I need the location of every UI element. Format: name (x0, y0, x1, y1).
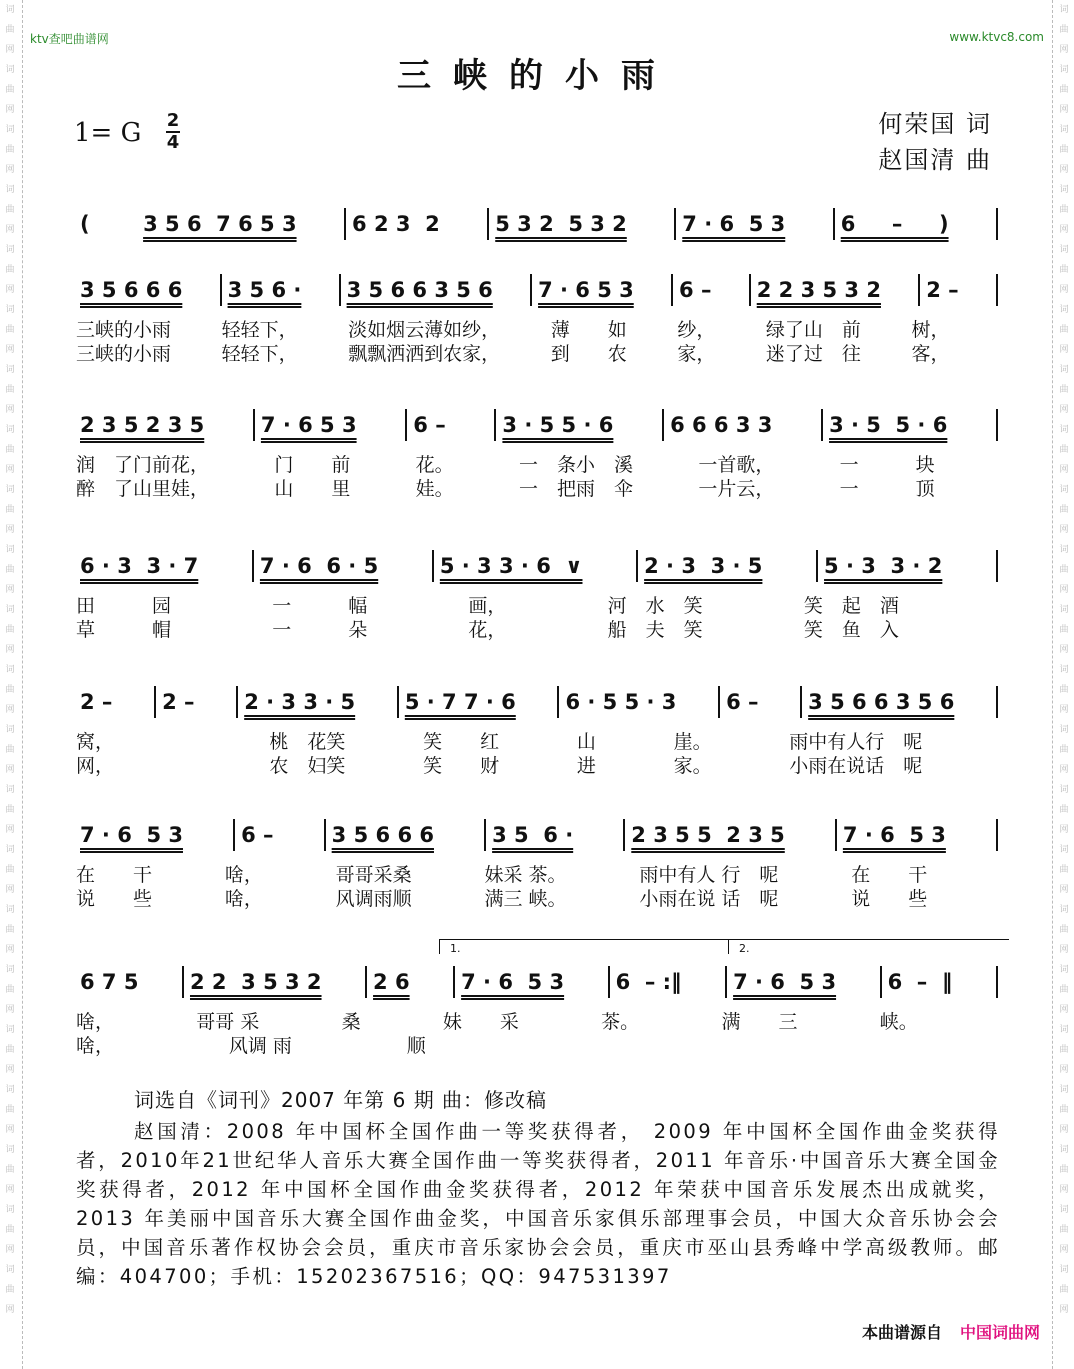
score-row (74, 685, 998, 775)
measure: 6 – ) (840, 212, 949, 236)
score-row (74, 942, 998, 1057)
lyric: 飘飘洒洒到农家， (348, 343, 501, 365)
measure: 2 – (926, 278, 959, 302)
measure: 6 · 3 3 · 7 (80, 554, 199, 578)
measure: ( (80, 212, 90, 236)
lyrics-verse-2 (74, 339, 998, 363)
measure: 7 · 6 5 3 (260, 413, 357, 437)
lyric: 在 干 (76, 864, 153, 886)
measure: 2 2 3 5 3 2 (189, 970, 322, 994)
lyric: 风调 雨 (228, 1035, 292, 1057)
lyric: 说 些 (76, 888, 153, 910)
lyric: 润 了门前花， (76, 454, 210, 476)
lyrics-verse-1 (74, 315, 998, 339)
notes-line (74, 207, 998, 241)
lyrics-verse-2 (74, 884, 998, 908)
lyrics-verse-2 (74, 751, 998, 775)
volta-ending-2: 2. (728, 939, 1009, 954)
score-row (74, 207, 998, 241)
lyric: 一 条小 溪 (518, 454, 633, 476)
key-signature: 1= G (74, 118, 142, 148)
lyric: 一 幅 (272, 595, 368, 617)
lyric: 田 园 (76, 595, 172, 617)
measure: 7 · 6 5 3 (682, 212, 786, 236)
lyric: 花， (468, 619, 507, 641)
measure: 2 3 5 2 3 5 (80, 413, 205, 437)
lyrics-verse-2 (74, 1031, 998, 1055)
lyric: 小雨在说话 呢 (789, 755, 923, 777)
lyric: 满 三 (721, 1011, 798, 1033)
lyric: 一 块 (839, 454, 935, 476)
lyric (883, 1031, 998, 1055)
measure: 5 · 3 3 · 6 ∨ (439, 554, 583, 578)
score-row (74, 273, 998, 363)
site-left-link[interactable]: ktv查吧曲谱网 (30, 32, 109, 46)
measure: 6 6 6 3 3 (670, 413, 773, 437)
composer-bio: 赵国清：2008 年中国杯全国作曲一等奖获得者， 2009 年中国杯全国作曲金奖获得者，2010年21世纪华人音乐大赛全国作曲一等奖获得者，2011 年音乐·中国音乐大赛全国金奖获得者，2012 年中国杯全国作曲金奖获得者，2012 年荣获中国音乐发展杰出成就奖，2013 年美丽中国音乐大赛全国作曲金奖，中国音乐家俱乐部理事会员，中国大众音乐协会会员，中国音乐著作权协会会员，重庆市音乐家协会会员，重庆市巫山县秀峰中学高级教师。邮编：404700；手机：15202367516；QQ：947531397 (76, 1120, 1000, 1288)
lyric: 说 些 (851, 888, 928, 910)
lyric: 三峡的小雨 (76, 319, 172, 341)
lyric: 绿了山 前 (765, 319, 861, 341)
bar-line (996, 409, 998, 441)
measure: 6 – (413, 413, 446, 437)
lyric: 一首歌， (698, 454, 775, 476)
lyricist: 何荣国 词 (878, 110, 992, 138)
bar-line (996, 274, 998, 306)
lyric: 满三 峡。 (484, 888, 567, 910)
measure: 3 5 6 6 3 5 6 (808, 690, 955, 714)
measure: 2 · 3 3 · 5 (244, 690, 356, 714)
bar-line (996, 966, 998, 998)
lyric: 客， (911, 343, 950, 365)
lyric: 笑 红 (423, 731, 500, 753)
measure: 5 · 7 7 · 6 (404, 690, 516, 714)
lyric: 笑 财 (423, 755, 500, 777)
lyric: 一 顶 (839, 478, 935, 500)
lyric: 轻轻下， (221, 343, 298, 365)
source-brand-link[interactable]: 中国词曲网 (959, 1323, 1040, 1342)
lyric: 纱， (677, 319, 716, 341)
measure: 3 5 6 · (227, 278, 302, 302)
measure: 6 – :‖ (615, 970, 682, 994)
measure: 3 5 6 6 3 5 6 (346, 278, 493, 302)
measure: 6 – (679, 278, 712, 302)
source-credit (862, 1320, 1040, 1343)
bar-line (996, 208, 998, 240)
lyric: 妹 采 (442, 1011, 519, 1033)
lyrics-verse-1 (74, 860, 998, 884)
lyric: 笑 起 酒 (803, 595, 899, 617)
notes-line (74, 965, 998, 999)
notes-line (74, 685, 998, 719)
lyric: 啥， (224, 888, 263, 910)
lyric: 娃。 (415, 478, 454, 500)
lyric: 桃 花笑 (269, 731, 346, 753)
measure: 3 · 5 5 · 6 (829, 413, 948, 437)
lyric: 一 把雨 伞 (518, 478, 633, 500)
measure: 2 – (162, 690, 195, 714)
notes-line (74, 818, 998, 852)
lyric: 花。 (415, 454, 454, 476)
lyric: 妹采 茶。 (484, 864, 567, 886)
song-title: 三峡的小雨 (397, 56, 677, 96)
lyrics-verse-2 (74, 615, 998, 639)
lyric: 轻轻下， (221, 319, 298, 341)
time-bottom: 4 (166, 132, 180, 153)
measure: 3 5 6 7 6 5 3 (143, 212, 297, 236)
measure: 6 7 5 (80, 970, 139, 994)
lyrics-verse-2 (74, 474, 998, 498)
lyric: 到 农 (550, 343, 627, 365)
lyric: 笑 鱼 入 (803, 619, 899, 641)
measure: 2 6 (373, 970, 410, 994)
measure: 6 2 3 2 (352, 212, 440, 236)
lyrics-verse-1 (74, 727, 998, 751)
lyric: 雨中有人行 呢 (789, 731, 923, 753)
lyric: 迷了过 往 (765, 343, 861, 365)
source-label: 本曲谱源自 (861, 1323, 942, 1342)
lyric: 网， (76, 755, 115, 777)
lyrics-verse-1 (74, 450, 998, 474)
lyric (190, 751, 268, 775)
watermark-right: 词曲网词曲网词曲网词曲网词曲网词曲网词曲网词曲网词曲网词曲网词曲网词曲网词曲网词曲网词曲网词曲网词曲网词曲网词曲网词曲网词曲网词曲网 (1059, 5, 1069, 1315)
lyric: 啥， (76, 1035, 115, 1057)
score-row (74, 408, 998, 498)
lyric: 山 里 (274, 478, 351, 500)
lyric: 船 夫 笑 (607, 619, 703, 641)
lyric (768, 1031, 883, 1055)
measure: 7 · 6 5 3 (538, 278, 634, 302)
lyric: 在 干 (851, 864, 928, 886)
time-top: 2 (166, 110, 180, 131)
lyric: 薄 如 (550, 319, 627, 341)
lyric: 门 前 (274, 454, 351, 476)
right-border (1052, 0, 1053, 1369)
site-right-link[interactable]: www.ktvc8.com (949, 30, 1044, 44)
measure: 3 · 5 5 · 6 (502, 413, 614, 437)
measure: 2 · 3 3 · 5 (644, 554, 763, 578)
measure: 7 · 6 6 · 5 (259, 554, 379, 578)
lyric: 一 朵 (272, 619, 368, 641)
lyric: 哥哥 采 (196, 1011, 260, 1033)
notes-line (74, 549, 998, 583)
measure: 7 · 6 5 3 (461, 970, 565, 994)
notes-line (74, 408, 998, 442)
measure: 7 · 6 5 3 (842, 823, 946, 847)
lyric (190, 727, 268, 751)
score-row (74, 549, 998, 639)
lyric: 三峡的小雨 (76, 343, 172, 365)
measure: 6 – (726, 690, 759, 714)
lyric: 顺 (406, 1035, 426, 1057)
lyric: 窝， (76, 731, 115, 753)
lyric: 一片云， (698, 478, 775, 500)
lyric: 画， (468, 595, 507, 617)
lyric: 树， (911, 319, 950, 341)
lyric: 啥， (224, 864, 263, 886)
measure: 3 5 6 · (492, 823, 574, 847)
lyric: 草 帽 (76, 619, 172, 641)
measure: 6 – ‖ (887, 970, 953, 994)
lyric (653, 1031, 768, 1055)
lyric: 茶。 (601, 1011, 640, 1033)
measure: 6 – (241, 823, 274, 847)
measure: 6 · 5 5 · 3 (565, 690, 677, 714)
composer: 赵国清 曲 (878, 146, 992, 174)
left-border (22, 0, 23, 1369)
measure: 2 2 3 5 3 2 (756, 278, 881, 302)
measure: 7 · 6 5 3 (733, 970, 837, 994)
lyric: 进 (576, 755, 596, 777)
measure: 5 · 3 3 · 2 (824, 554, 943, 578)
lyric: 家， (677, 343, 716, 365)
lyric: 醉 了山里娃， (76, 478, 210, 500)
volta-ending-1: 1. (439, 939, 730, 954)
measure: 3 5 6 6 6 (80, 278, 183, 302)
lyric: 峡。 (879, 1011, 918, 1033)
bar-line (996, 819, 998, 851)
watermark-left: 词曲网词曲网词曲网词曲网词曲网词曲网词曲网词曲网词曲网词曲网词曲网词曲网词曲网词曲网词曲网词曲网词曲网词曲网词曲网词曲网词曲网词曲网 (5, 5, 15, 1315)
lyric: 淡如烟云薄如纱， (348, 319, 501, 341)
time-signature (166, 112, 180, 152)
lyric: 家。 (673, 755, 712, 777)
lyric: 河 水 笑 (607, 595, 703, 617)
lyric: 崖。 (673, 731, 712, 753)
score-row (74, 818, 998, 908)
bar-line (996, 550, 998, 582)
notes-line (74, 273, 998, 307)
lyric: 风调雨顺 (335, 888, 412, 910)
measure: 7 · 6 5 3 (80, 823, 183, 847)
measure: 3 5 6 6 6 (331, 823, 434, 847)
bar-line (996, 686, 998, 718)
lyric: 哥哥采桑 (335, 864, 412, 886)
source-note: 词选自《词刊》2007 年第 6 期 曲：修改稿 (134, 1088, 548, 1112)
lyric: 雨中有人 行 呢 (639, 864, 779, 886)
lyric: 桑 (341, 1011, 361, 1033)
measure: 2 3 5 5 2 3 5 (631, 823, 785, 847)
lyric: 山 (576, 731, 596, 753)
lyric (539, 1031, 654, 1055)
measure: 2 – (80, 690, 113, 714)
lyrics-verse-1 (74, 1007, 998, 1031)
lyric: 啥， (76, 1011, 115, 1033)
lyric: 农 妇笑 (269, 755, 346, 777)
lyrics-verse-1 (74, 591, 998, 615)
measure: 5 3 2 5 3 2 (495, 212, 627, 236)
lyric: 小雨在说 话 呢 (639, 888, 779, 910)
